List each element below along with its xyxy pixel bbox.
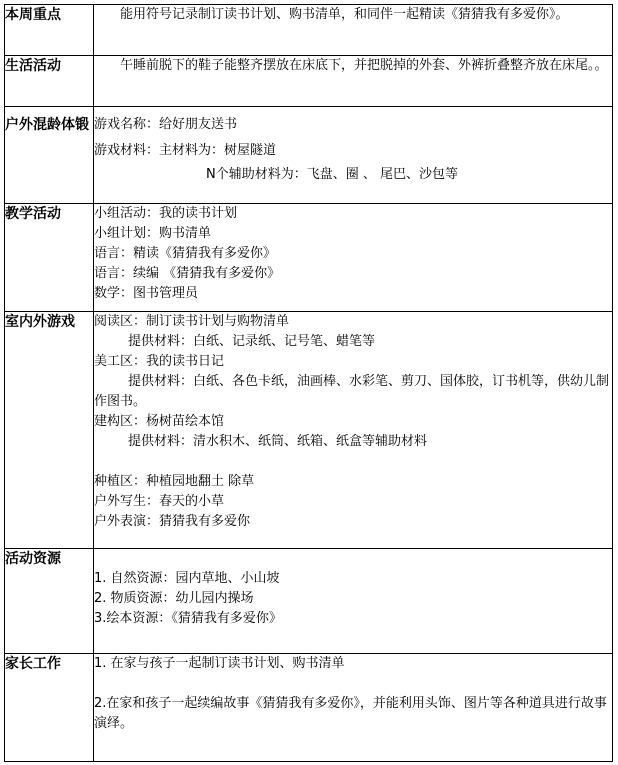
content-line: 游戏名称：给好朋友送书 bbox=[94, 117, 238, 132]
row-outdoor-exercise bbox=[5, 107, 613, 204]
content-line: 语言：精读《猜猜我有多爱你》 bbox=[94, 246, 277, 261]
content-line: 种植区：种植园地翻土 除草 bbox=[94, 474, 255, 489]
content-line: 2.在家和孩子一起续编故事《猜猜我有多爱你》，并能利用头饰、图片等各种道具进行故事演绎。 bbox=[94, 696, 607, 731]
content-line: 阅读区：制订读书计划与购物清单 bbox=[94, 314, 290, 329]
content-line: 游戏材料：主材料为：树屋隧道 bbox=[94, 143, 277, 158]
content-line: 语言：续编 《猜猜我有多爱你》 bbox=[94, 266, 281, 281]
content-line: 能用符号记录制订读书计划、购书清单，和同伴一起精读《猜猜我有多爱你》。 bbox=[94, 7, 569, 22]
content-line: 数学：图书管理员 bbox=[94, 286, 199, 301]
row-label: 户外混龄体锻 bbox=[5, 107, 94, 204]
row-daily-life bbox=[5, 56, 613, 107]
content-line: 2. 物质资源：幼儿园内操场 bbox=[94, 591, 254, 606]
row-label: 家长工作 bbox=[5, 654, 94, 762]
content-line: 1. 在家与孩子一起制订读书计划、购书清单 bbox=[94, 656, 345, 671]
row-label: 生活活动 bbox=[5, 56, 94, 107]
row-content bbox=[94, 107, 613, 204]
row-label: 室内外游戏 bbox=[5, 312, 94, 549]
row-teaching-activities bbox=[5, 204, 613, 312]
content-line: 户外写生：春天的小草 bbox=[94, 494, 225, 509]
blank-line bbox=[94, 452, 612, 472]
row-content bbox=[94, 549, 613, 654]
blank-line bbox=[94, 674, 612, 694]
row-content bbox=[94, 5, 613, 56]
content-line: 小组活动：我的读书计划 bbox=[94, 206, 238, 221]
row-content bbox=[94, 56, 613, 107]
content-line: 美工区：我的读书日记 bbox=[94, 354, 225, 369]
row-games bbox=[5, 312, 613, 549]
weekly-plan-table bbox=[4, 4, 613, 762]
content-line: 3.绘本资源：《猜猜我有多爱你》 bbox=[94, 611, 282, 626]
content-line: 建构区：杨树苗绘本馆 bbox=[94, 414, 225, 429]
content-line: 提供材料：白纸、各色卡纸，油画棒、水彩笔、剪刀、国体胶，订书机等，供幼儿制作图书。 bbox=[94, 374, 610, 409]
content-line: 午睡前脱下的鞋子能整齐摆放在床底下，并把脱掉的外套、外裤折叠整齐放在床尾。。 bbox=[94, 58, 608, 73]
content-line: N个辅助材料为：飞盘、圈 、 尾巴、沙包等 bbox=[206, 167, 458, 182]
row-parent-work bbox=[5, 654, 613, 762]
row-content bbox=[94, 654, 613, 762]
content-line: 小组计划：购书清单 bbox=[94, 226, 212, 241]
row-label: 本周重点 bbox=[5, 5, 94, 56]
row-content bbox=[94, 312, 613, 549]
row-label: 活动资源 bbox=[5, 549, 94, 654]
content-line: 提供材料：白纸、记录纸、记号笔、蜡笔等 bbox=[128, 334, 376, 349]
row-label: 教学活动 bbox=[5, 204, 94, 312]
row-activity-resources bbox=[5, 549, 613, 654]
content-line: 提供材料：清水积木、纸筒、纸箱、纸盒等辅助材料 bbox=[128, 434, 428, 449]
content-line: 1. 自然资源：园内草地、小山坡 bbox=[94, 571, 280, 586]
row-content bbox=[94, 204, 613, 312]
row-weekly-focus bbox=[5, 5, 613, 56]
content-line: 户外表演：猜猜我有多爱你 bbox=[94, 514, 251, 529]
